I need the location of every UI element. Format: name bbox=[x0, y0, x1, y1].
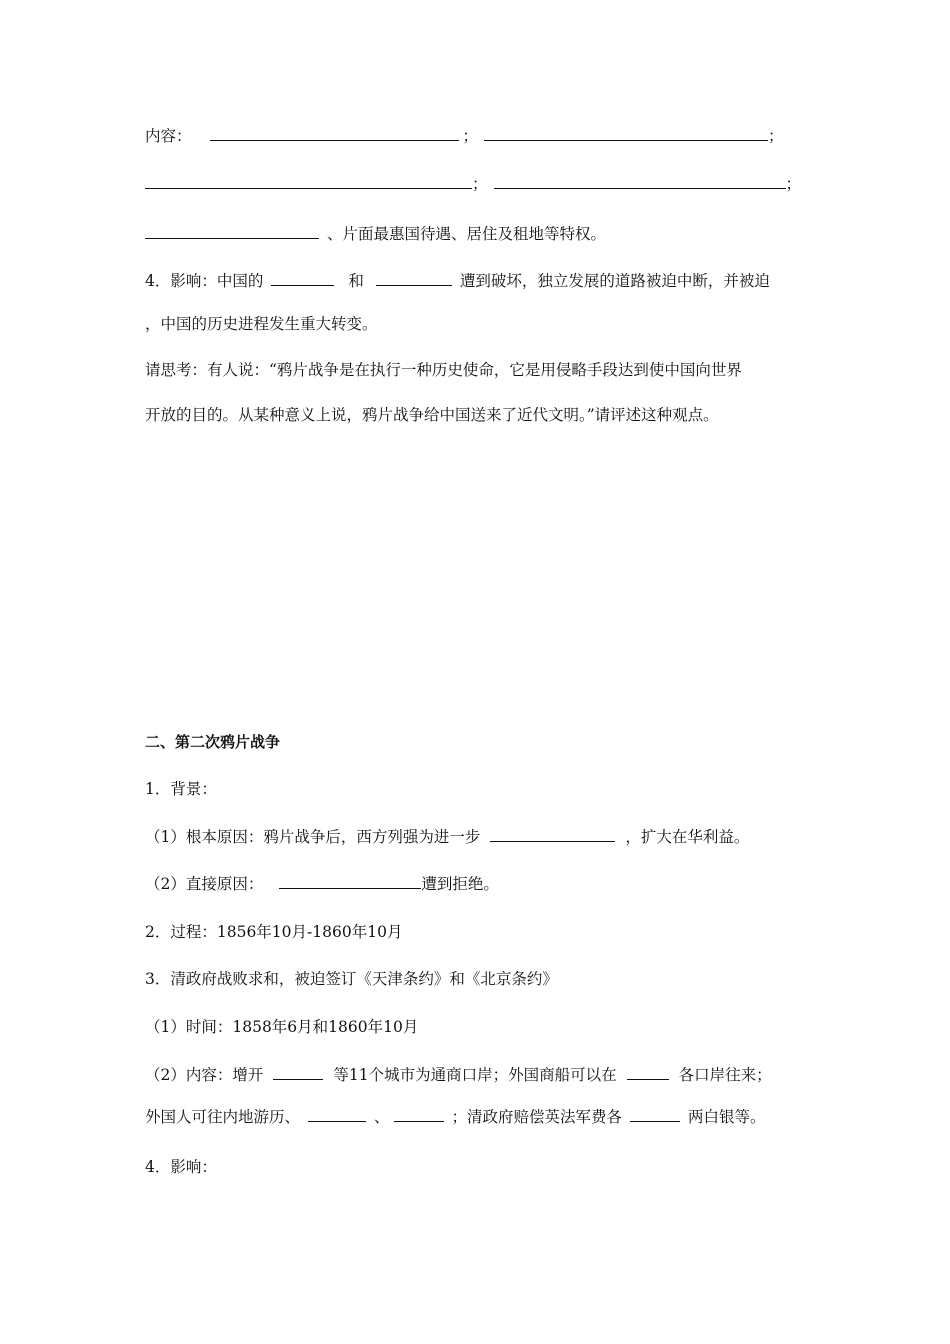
direct-cause-line bbox=[145, 872, 810, 896]
fill-blank[interactable] bbox=[279, 872, 421, 889]
treaty-line: 3．清政府战败求和，被迫签订《天津条约》和《北京条约》 bbox=[145, 970, 558, 988]
fill-blank[interactable] bbox=[627, 1063, 669, 1080]
fill-blank[interactable] bbox=[490, 825, 615, 842]
direct-cause-prefix: （2）直接原因： bbox=[145, 875, 264, 893]
content-line-2 bbox=[145, 172, 810, 196]
direct-cause-suffix: 遭到拒绝。 bbox=[421, 875, 499, 893]
background-label: 1．背景： bbox=[145, 780, 217, 798]
process-line: 2．过程：1856年10月-1860年10月 bbox=[145, 923, 403, 941]
separator: ； bbox=[768, 127, 784, 145]
fill-blank[interactable] bbox=[308, 1105, 366, 1122]
fill-blank[interactable] bbox=[271, 269, 334, 286]
content2-prefix: 外国人可往内地游历、 bbox=[145, 1108, 301, 1126]
content-mid2: 各口岸往来； bbox=[678, 1066, 772, 1084]
content-line-1 bbox=[145, 124, 810, 148]
fill-blank[interactable] bbox=[145, 222, 319, 239]
root-cause-line bbox=[145, 825, 810, 849]
content2-mid: ；清政府赔偿英法军费各 bbox=[451, 1108, 623, 1126]
root-cause-suffix: ，扩大在华利益。 bbox=[625, 828, 750, 846]
section-heading: 二、第二次鸦片战争 bbox=[145, 733, 281, 751]
time-line: （1）时间：1858年6月和1860年10月 bbox=[145, 1018, 419, 1036]
separator: ； bbox=[462, 127, 479, 145]
think-line-2: 开放的目的。从某种意义上说，鸦片战争给中国送来了近代文明。”请评述这种观点。 bbox=[145, 406, 719, 424]
fill-blank[interactable] bbox=[494, 172, 786, 189]
content-line-b bbox=[145, 1105, 810, 1129]
fill-blank[interactable] bbox=[484, 124, 768, 141]
content-line-3-text: 、片面最惠国待遇、居住及租地等特权。 bbox=[327, 225, 607, 243]
think-line-1: 请思考：有人说：“鸦片战争是在执行一种历史使命，它是用侵略手段达到使中国向世界 bbox=[145, 361, 742, 379]
impact-and: 和 bbox=[348, 272, 364, 290]
content-label: 内容： bbox=[145, 127, 192, 145]
impact-suffix: 遭到破坏，独立发展的道路被迫中断，并被迫 bbox=[459, 272, 770, 290]
content-line-3 bbox=[145, 222, 810, 246]
content2-sep: 、 bbox=[374, 1108, 390, 1126]
impact-label: 4．影响： bbox=[145, 1158, 217, 1176]
fill-blank[interactable] bbox=[210, 124, 459, 141]
content2-suffix: 两白银等。 bbox=[688, 1108, 766, 1126]
separator: ； bbox=[785, 175, 802, 193]
fill-blank[interactable] bbox=[145, 172, 472, 189]
separator: ； bbox=[472, 175, 488, 193]
impact-line-2: ，中国的历史进程发生重大转变。 bbox=[145, 315, 378, 333]
fill-blank[interactable] bbox=[376, 269, 452, 286]
fill-blank[interactable] bbox=[273, 1063, 323, 1080]
impact-prefix: 4．影响：中国的 bbox=[145, 272, 264, 290]
content-line-a bbox=[145, 1063, 810, 1087]
fill-blank[interactable] bbox=[630, 1105, 680, 1122]
content-mid1: 等11个城市为通商口岸；外国商船可以在 bbox=[333, 1066, 617, 1084]
content-prefix: （2）内容：增开 bbox=[145, 1066, 264, 1084]
root-cause-prefix: （1）根本原因：鸦片战争后，西方列强为进一步 bbox=[145, 828, 481, 846]
impact-line-1 bbox=[145, 269, 810, 293]
fill-blank[interactable] bbox=[394, 1105, 444, 1122]
